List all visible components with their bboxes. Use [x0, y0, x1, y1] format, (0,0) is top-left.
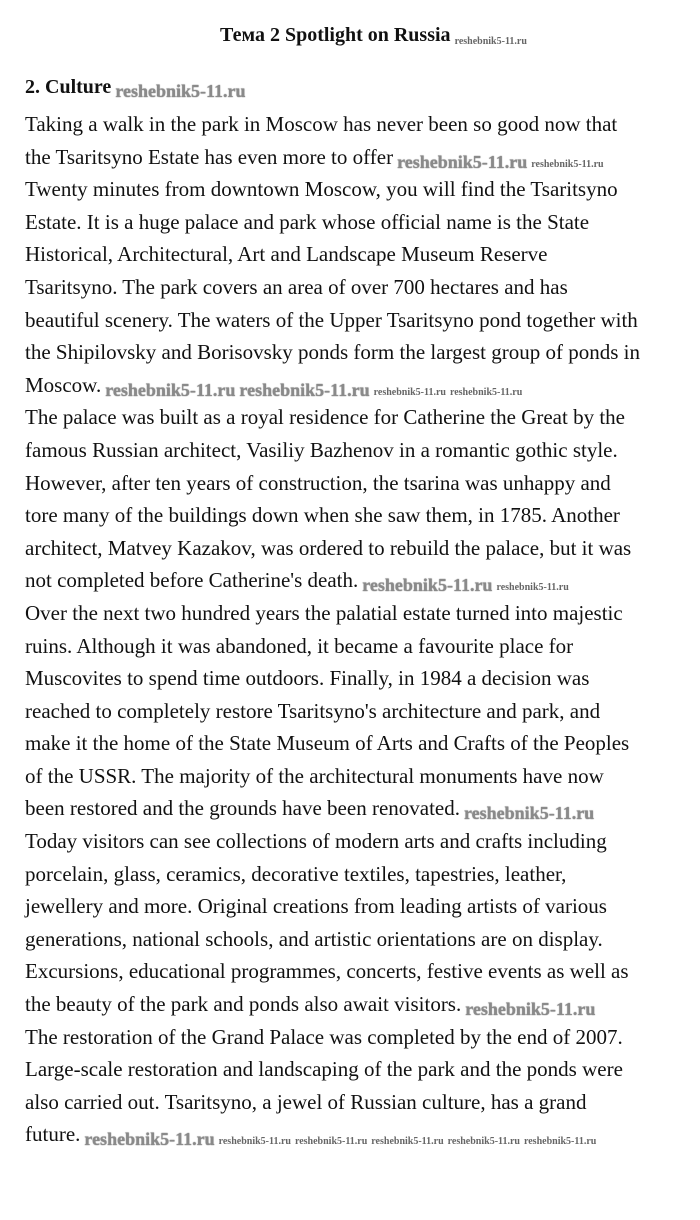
section-heading — [25, 76, 246, 100]
text-line-content: generations, national schools, and artistic orientations are on display. — [25, 926, 603, 951]
text-line-content: Excursions, educational programmes, concerts, festive events as well as — [25, 959, 629, 984]
text-line — [25, 271, 700, 304]
text-line — [25, 141, 700, 174]
text-line — [25, 858, 700, 891]
text-line-content: jewellery and more. Original creations from leading artists of various — [25, 894, 607, 919]
text-line-content: Estate. It is a huge palace and park whose official name is the State — [25, 209, 590, 234]
text-line — [25, 467, 700, 500]
text-line — [25, 955, 700, 988]
text-line-content: ruins. Although it was abandoned, it became a favourite place for — [25, 633, 574, 658]
text-line — [25, 304, 700, 337]
text-line-content: However, after ten years of construction, the tsarina was unhappy and — [25, 470, 611, 495]
watermark: reshebnik5-11.ru — [523, 1136, 597, 1148]
text-line — [25, 1021, 700, 1054]
text-line-content: been restored and the grounds have been renovated. — [25, 796, 460, 821]
watermark: reshebnik5-11.ru — [105, 379, 236, 400]
section-heading-text: 2. Culture — [25, 76, 112, 98]
text-line — [25, 1053, 700, 1086]
text-line — [25, 727, 700, 760]
text-line-content: tore many of the buildings down when she saw them, in 1785. Another — [25, 503, 620, 528]
watermark: reshebnik5-11.ru — [531, 158, 604, 170]
watermark: reshebnik5-11.ru — [371, 1136, 444, 1148]
article-body — [25, 108, 700, 1151]
watermark: reshebnik5-11.ru — [447, 1136, 520, 1148]
text-line-content: beautiful scenery. The waters of the Upper Tsaritsyno pond together with — [25, 307, 638, 332]
text-line — [25, 1118, 700, 1151]
text-line-content: Muscovites to spend time outdoors. Finally, in 1984 a decision was — [25, 666, 590, 691]
text-line — [25, 1086, 700, 1119]
watermark: reshebnik5-11.ru — [465, 999, 596, 1020]
text-line-content: not completed before Catherine's death. — [25, 568, 359, 593]
text-line — [25, 792, 700, 825]
text-line — [25, 108, 700, 141]
watermark: reshebnik5-11.ru — [397, 151, 528, 172]
text-line — [25, 890, 700, 923]
text-line — [25, 434, 700, 467]
text-line — [25, 532, 700, 565]
text-line — [25, 662, 700, 695]
watermark: reshebnik5-11.ru — [115, 81, 246, 101]
text-line-content: famous Russian architect, Vasiliy Bazhenov in a romantic gothic style. — [25, 437, 618, 462]
watermark: reshebnik5-11.ru — [454, 36, 527, 47]
watermark: reshebnik5-11.ru — [449, 386, 523, 398]
page-title-text: Тема 2 Spotlight on Russia — [220, 24, 451, 46]
text-line-content: Twenty minutes from downtown Moscow, you will find the Tsaritsyno — [25, 177, 618, 202]
text-line-content: Historical, Architectural, Art and Landscape Museum Reserve — [25, 242, 548, 267]
text-line-content: Large-scale restoration and landscaping of the park and the ponds were — [25, 1057, 623, 1082]
watermark: reshebnik5-11.ru — [362, 575, 493, 596]
watermark: reshebnik5-11.ru — [239, 379, 370, 400]
text-line — [25, 564, 700, 597]
text-line-content: The palace was built as a royal residence for Catherine the Great by the — [25, 405, 625, 430]
text-line-content: porcelain, glass, ceramics, decorative textiles, tapestries, leather, — [25, 861, 567, 886]
text-line-content: Today visitors can see collections of modern arts and crafts including — [25, 829, 607, 854]
page-title — [220, 24, 527, 47]
watermark: reshebnik5-11.ru — [84, 1129, 215, 1150]
watermark: reshebnik5-11.ru — [373, 386, 446, 398]
text-line-content: future. — [25, 1122, 81, 1147]
watermark: reshebnik5-11.ru — [464, 803, 595, 824]
text-line — [25, 401, 700, 434]
text-line-content: The restoration of the Grand Palace was completed by the end of 2007. — [25, 1024, 623, 1049]
text-line — [25, 630, 700, 663]
text-line — [25, 597, 700, 630]
text-line-content: Over the next two hundred years the palatial estate turned into majestic — [25, 600, 623, 625]
text-line-content: Moscow. — [25, 372, 102, 397]
text-line-content: make it the home of the State Museum of Arts and Crafts of the Peoples — [25, 731, 630, 756]
text-line — [25, 499, 700, 532]
text-line — [25, 825, 700, 858]
text-line — [25, 695, 700, 728]
text-line-content: also carried out. Tsaritsyno, a jewel of Russian culture, has a grand — [25, 1089, 587, 1114]
text-line-content: Taking a walk in the park in Moscow has never been so good now that — [25, 112, 618, 136]
text-line-content: the beauty of the park and ponds also await visitors. — [25, 992, 462, 1017]
text-line — [25, 369, 700, 402]
text-line-content: architect, Matvey Kazakov, was ordered to rebuild the palace, but it was — [25, 535, 632, 560]
watermark: reshebnik5-11.ru — [496, 582, 569, 594]
text-line — [25, 760, 700, 793]
text-line — [25, 238, 700, 271]
text-line-content: Tsaritsyno. The park covers an area of over 700 hectares and has — [25, 274, 568, 299]
text-line — [25, 988, 700, 1021]
text-line — [25, 173, 700, 206]
text-line-content: of the USSR. The majority of the architectural monuments have now — [25, 763, 604, 788]
watermark: reshebnik5-11.ru — [218, 1136, 291, 1148]
text-line — [25, 206, 700, 239]
text-line-content: the Shipilovsky and Borisovsky ponds form the largest group of ponds in — [25, 340, 640, 365]
text-line-content: reached to completely restore Tsaritsyno's architecture and park, and — [25, 698, 601, 723]
text-line — [25, 336, 700, 369]
text-line — [25, 923, 700, 956]
watermark: reshebnik5-11.ru — [294, 1136, 368, 1148]
text-line-content: the Tsaritsyno Estate has even more to offer — [25, 144, 394, 169]
